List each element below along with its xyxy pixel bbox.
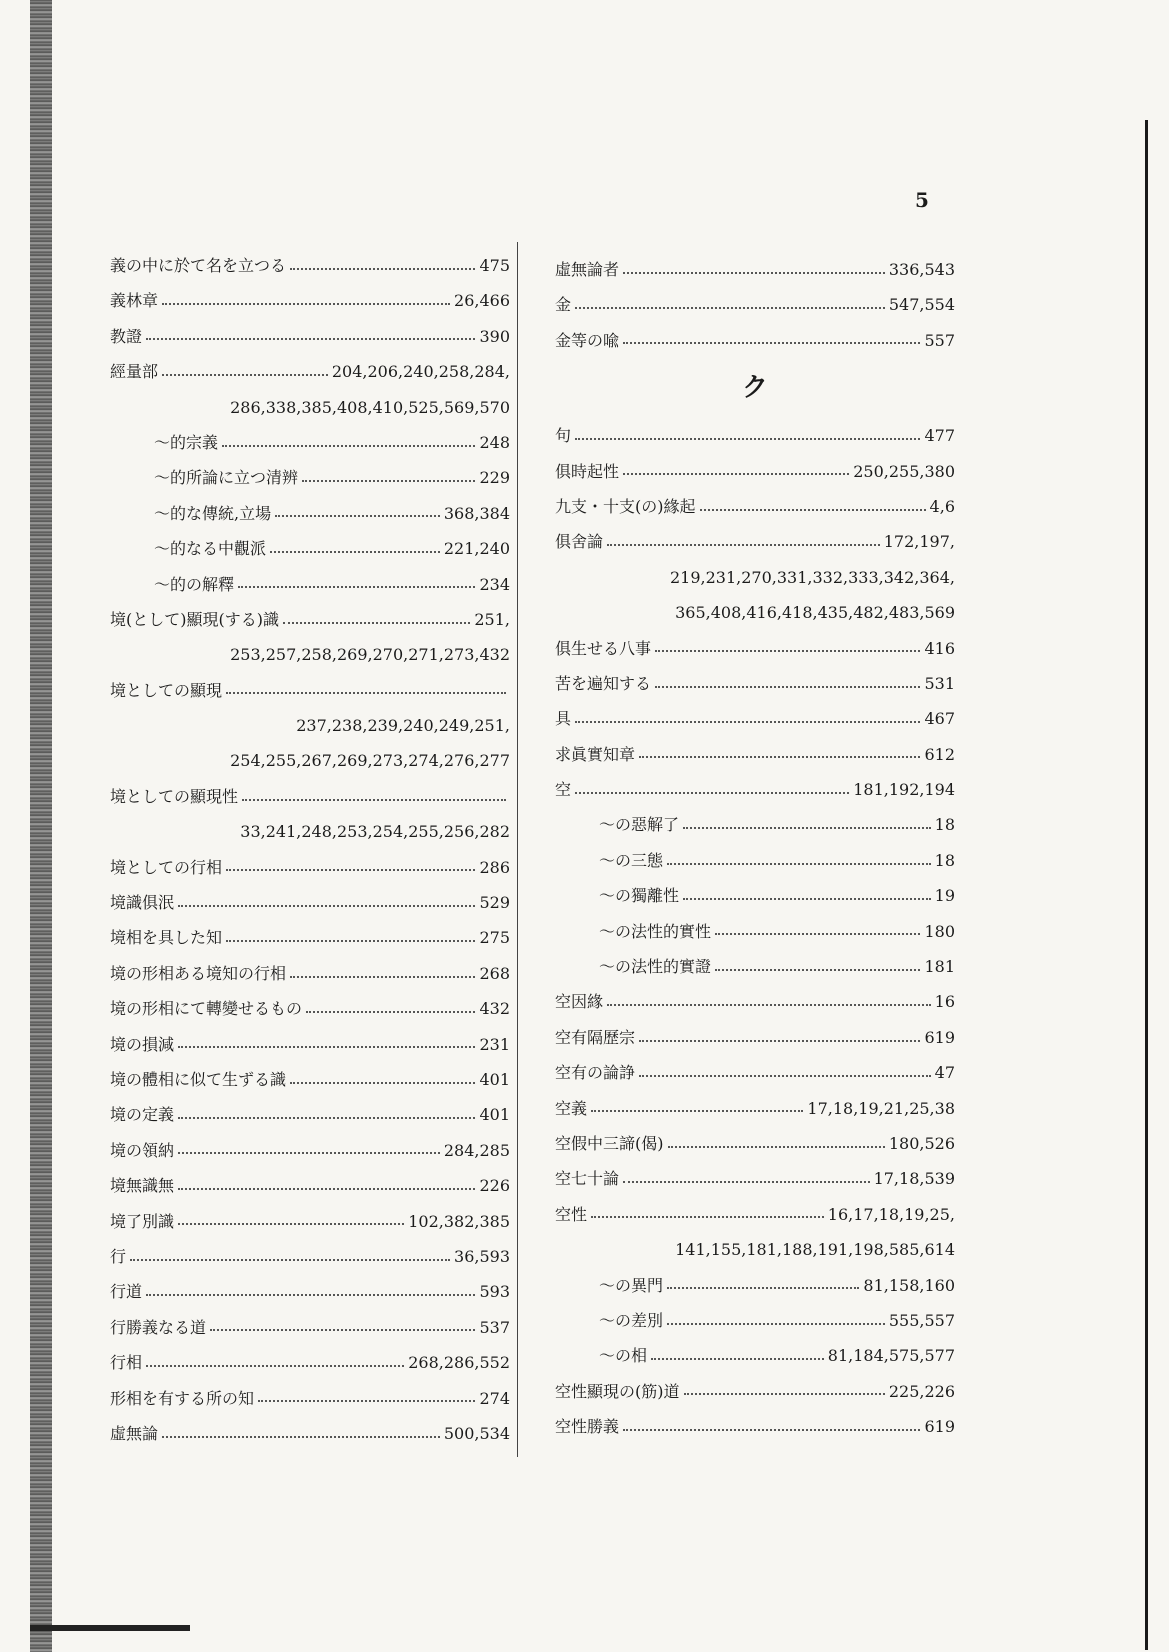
index-term: 空性: [555, 1204, 588, 1224]
index-entry: [555, 772, 955, 807]
index-term: 空七十論: [555, 1169, 620, 1189]
index-entry-continuation: [110, 637, 510, 672]
index-term: 境の體相に似て生ずる識: [110, 1069, 287, 1089]
index-term: 境としての行相: [110, 857, 223, 877]
index-entry: [555, 701, 955, 736]
page-refs: 36,593: [454, 1246, 510, 1266]
dot-leader: [290, 976, 475, 978]
page-refs: 416: [924, 638, 955, 658]
page-refs: 368,384: [443, 503, 510, 523]
page-refs: 284,285: [443, 1140, 510, 1160]
dot-leader: [283, 622, 470, 624]
page-refs: 286,338,385,408,410,525,569,570: [230, 397, 510, 417]
index-subentry: [110, 567, 510, 602]
page-refs: 231: [479, 1034, 510, 1054]
index-entry: [110, 1133, 510, 1168]
page-refs: 33,241,248,253,254,255,256,282: [240, 822, 510, 842]
index-entry: [110, 354, 510, 389]
index-entry: [110, 1239, 510, 1274]
index-term: 空因緣: [555, 992, 604, 1012]
index-entry: [555, 323, 955, 358]
index-entry: [555, 454, 955, 489]
index-entry: [555, 1055, 955, 1090]
index-term: 經量部: [110, 362, 159, 382]
page-refs: 336,543: [888, 260, 955, 279]
page-refs: 477: [924, 426, 955, 446]
index-subentry: [110, 425, 510, 460]
index-term: 境の形相ある境知の行相: [110, 963, 287, 983]
index-term: 行道: [110, 1282, 143, 1302]
dot-leader: [715, 969, 920, 971]
index-term: 義林章: [110, 291, 159, 311]
page-edge-line: [1145, 120, 1148, 1650]
index-entry: [555, 1197, 955, 1232]
page-refs: 221,240: [443, 539, 510, 559]
dot-leader: [575, 721, 920, 723]
dot-leader: [715, 933, 920, 935]
index-term: 行勝義なる道: [110, 1317, 207, 1337]
page-refs: 286: [479, 857, 510, 877]
index-subentry: [555, 843, 955, 878]
page-refs: 18: [934, 815, 955, 835]
index-term: 空有の論諍: [555, 1063, 636, 1083]
index-entry-continuation: [555, 595, 955, 630]
index-term: 〜の三態: [599, 850, 664, 870]
index-entry: [110, 1274, 510, 1309]
page-refs: 432: [479, 999, 510, 1019]
index-term: 〜的宗義: [154, 432, 219, 452]
index-term: 〜の差別: [599, 1310, 664, 1330]
dot-leader: [700, 509, 926, 511]
index-term: 虛無論者: [555, 260, 620, 279]
dot-leader: [226, 692, 506, 694]
index-term: 空假中三諦(偈): [555, 1133, 664, 1153]
dot-leader: [130, 1259, 450, 1261]
page-refs: 181,192,194: [853, 780, 955, 800]
page-refs: 19: [934, 886, 955, 906]
index-entry: [110, 283, 510, 318]
spine-base-shadow: [30, 1625, 190, 1631]
index-subentry: [555, 1338, 955, 1373]
page-refs: 537: [479, 1317, 510, 1337]
dot-leader: [178, 1152, 440, 1154]
dot-leader: [178, 905, 475, 907]
page-refs: 17,18,19,21,25,38: [807, 1098, 955, 1118]
dot-leader: [655, 686, 920, 688]
index-entry: [110, 1062, 510, 1097]
index-entry: [110, 1310, 510, 1345]
index-term: 境了別識: [110, 1211, 175, 1231]
index-subentry: [110, 460, 510, 495]
dot-leader: [623, 1429, 920, 1431]
page-refs: 16: [934, 992, 955, 1012]
page-refs: 81,158,160: [863, 1275, 955, 1295]
page-refs: 253,257,258,269,270,271,273,432: [230, 645, 510, 665]
index-term: 義の中に於て名を立つる: [110, 256, 287, 275]
dot-leader: [683, 827, 931, 829]
index-term: 〜的なる中觀派: [154, 539, 267, 559]
index-term: 金: [555, 295, 572, 315]
index-entry: [110, 991, 510, 1026]
index-term: 境無識無: [110, 1176, 175, 1196]
dot-leader: [591, 1110, 803, 1112]
page-refs: 619: [924, 1417, 955, 1437]
index-entry: [110, 1027, 510, 1062]
index-term: 行相: [110, 1353, 143, 1373]
dot-leader: [306, 1011, 475, 1013]
dot-leader: [178, 1188, 475, 1190]
dot-leader: [639, 1040, 920, 1042]
index-subentry: [555, 949, 955, 984]
dot-leader: [222, 445, 475, 447]
dot-leader: [258, 1400, 475, 1402]
index-entry: [555, 1020, 955, 1055]
column-divider: [517, 242, 518, 1457]
dot-leader: [575, 792, 849, 794]
dot-leader: [238, 586, 475, 588]
index-term: 境(として)顯現(する)識: [110, 609, 279, 629]
index-term: 空性勝義: [555, 1417, 620, 1437]
index-entry: [555, 1409, 955, 1444]
index-entry: [110, 1168, 510, 1203]
dot-leader: [575, 307, 885, 309]
index-term: 苦を遍知する: [555, 673, 652, 693]
dot-leader: [242, 799, 506, 801]
page-refs: 612: [924, 744, 955, 764]
index-term: 境相を具した知: [110, 928, 223, 948]
dot-leader: [623, 1181, 870, 1183]
index-term: 九支・十支(の)緣起: [555, 496, 696, 516]
dot-leader: [623, 473, 849, 475]
index-term: 空有隔歷宗: [555, 1027, 636, 1047]
index-column-right: [555, 252, 955, 1445]
index-column-left: [110, 248, 510, 1451]
index-entry-continuation: [110, 390, 510, 425]
index-entry: [110, 673, 510, 708]
index-term: 求眞實知章: [555, 744, 636, 764]
index-entry-continuation: [555, 560, 955, 595]
dot-leader: [607, 1004, 931, 1006]
index-term: 〜の惡解了: [599, 815, 680, 835]
index-entry: [555, 252, 955, 287]
index-entry: [555, 524, 955, 559]
page-number: 5: [915, 188, 929, 212]
page-refs: 365,408,416,418,435,482,483,569: [675, 603, 955, 623]
page-refs: 237,238,239,240,249,251,: [296, 716, 510, 736]
page-refs: 401: [479, 1069, 510, 1089]
index-entry: [110, 956, 510, 991]
index-term: 〜の法性的實證: [599, 957, 712, 977]
index-term: 〜の獨離性: [599, 886, 680, 906]
dot-leader: [210, 1329, 475, 1331]
page-refs: 4,6: [929, 496, 955, 516]
index-entry: [555, 1126, 955, 1161]
index-entry-continuation: [110, 814, 510, 849]
index-entry-continuation: [110, 708, 510, 743]
index-term: 虛無論: [110, 1423, 159, 1443]
page-refs: 229: [479, 468, 510, 488]
page-refs: 180: [924, 921, 955, 941]
page-refs: 181: [924, 957, 955, 977]
index-entry: [555, 1091, 955, 1126]
dot-leader: [623, 272, 885, 274]
index-term: 境としての顯現性: [110, 786, 239, 806]
index-term: 境としての顯現: [110, 680, 223, 700]
index-term: 形相を有する所の知: [110, 1388, 255, 1408]
index-entry: [110, 1204, 510, 1239]
dot-leader: [178, 1046, 475, 1048]
page-refs: 500,534: [443, 1423, 510, 1443]
page-refs: 547,554: [888, 295, 955, 315]
dot-leader: [651, 1358, 824, 1360]
page-refs: 204,206,240,258,284,: [331, 362, 510, 382]
page-refs: 531: [924, 673, 955, 693]
page-refs: 401: [479, 1105, 510, 1125]
index-entry: [110, 920, 510, 955]
page-refs: 234: [479, 574, 510, 594]
dot-leader: [591, 1216, 824, 1218]
dot-leader: [684, 1393, 885, 1395]
dot-leader: [655, 650, 920, 652]
index-term: 俱生せる八事: [555, 638, 652, 658]
page-refs: 226: [479, 1176, 510, 1196]
index-term: 境の領納: [110, 1140, 175, 1160]
page-refs: 467: [924, 709, 955, 729]
index-subentry: [555, 1303, 955, 1338]
index-term: 〜的な傳統,立場: [154, 503, 272, 523]
book-spine-shadow: [30, 0, 52, 1652]
page-refs: 390: [479, 326, 510, 346]
index-subentry: [555, 1268, 955, 1303]
index-term: 空性顯現の(筋)道: [555, 1381, 680, 1401]
index-term: 境の形相にて轉變せるもの: [110, 999, 303, 1019]
page-refs: 268: [479, 963, 510, 983]
index-term: 空: [555, 780, 572, 800]
page-refs: 180,526: [888, 1133, 955, 1153]
dot-leader: [162, 1436, 440, 1438]
dot-leader: [226, 940, 475, 942]
page-refs: 81,184,575,577: [827, 1346, 955, 1366]
index-term: 空義: [555, 1098, 588, 1118]
index-entry: [555, 1161, 955, 1196]
dot-leader: [683, 898, 931, 900]
index-entry: [555, 489, 955, 524]
index-subentry: [555, 914, 955, 949]
index-subentry: [555, 878, 955, 913]
page-refs: 475: [479, 256, 510, 275]
section-heading: ク: [741, 373, 768, 404]
dot-leader: [275, 515, 440, 517]
index-entry: [555, 984, 955, 1019]
index-entry: [110, 1345, 510, 1380]
page-refs: 557: [924, 330, 955, 350]
page-refs: 172,197,: [883, 532, 955, 552]
page-refs: 254,255,267,269,273,274,276,277: [230, 751, 510, 771]
page-refs: 26,466: [454, 291, 510, 311]
index-term: 境識俱泯: [110, 893, 175, 913]
index-entry: [110, 319, 510, 354]
index-entry: [555, 287, 955, 322]
page-refs: 248: [479, 432, 510, 452]
index-entry: [110, 1416, 510, 1451]
page-refs: 555,557: [888, 1310, 955, 1330]
dot-leader: [178, 1223, 404, 1225]
page-refs: 102,382,385: [408, 1211, 510, 1231]
page-refs: 219,231,270,331,332,333,342,364,: [670, 567, 955, 587]
index-term: 境の定義: [110, 1105, 175, 1125]
page-refs: 251,: [474, 609, 510, 629]
index-term: 俱舍論: [555, 532, 604, 552]
page-refs: 275: [479, 928, 510, 948]
dot-leader: [162, 374, 328, 376]
dot-leader: [668, 1146, 885, 1148]
page-refs: 619: [924, 1027, 955, 1047]
page-refs: 529: [479, 893, 510, 913]
dot-leader: [146, 338, 475, 340]
dot-leader: [667, 1323, 885, 1325]
page-refs: 16,17,18,19,25,: [827, 1204, 955, 1224]
index-term: 〜的の解釋: [154, 574, 235, 594]
dot-leader: [290, 268, 475, 270]
dot-leader: [575, 438, 920, 440]
index-entry: [555, 418, 955, 453]
dot-leader: [639, 1075, 931, 1077]
index-entry: [110, 248, 510, 283]
index-subentry: [110, 496, 510, 531]
page-refs: 18: [934, 850, 955, 870]
dot-leader: [302, 480, 475, 482]
page-refs: 593: [479, 1282, 510, 1302]
index-term: 具: [555, 709, 572, 729]
index-term: 〜の相: [599, 1346, 648, 1366]
index-subentry: [555, 807, 955, 842]
index-entry: [110, 1381, 510, 1416]
dot-leader: [290, 1082, 475, 1084]
page-refs: 250,255,380: [853, 461, 955, 481]
dot-leader: [623, 342, 920, 344]
index-term: 行: [110, 1246, 127, 1266]
dot-leader: [146, 1365, 404, 1367]
page-refs: 274: [479, 1388, 510, 1408]
index-term: 〜の法性的實性: [599, 921, 712, 941]
index-subentry: [110, 531, 510, 566]
dot-leader: [639, 756, 920, 758]
index-entry-continuation: [110, 743, 510, 778]
index-term: 〜的所論に立つ清辨: [154, 468, 299, 488]
index-entry: [555, 631, 955, 666]
page-refs: 17,18,539: [873, 1169, 955, 1189]
index-entry: [110, 602, 510, 637]
page-refs: 141,155,181,188,191,198,585,614: [675, 1240, 955, 1260]
index-term: 〜の異門: [599, 1275, 664, 1295]
index-term: 俱時起性: [555, 461, 620, 481]
index-entry: [555, 737, 955, 772]
dot-leader: [607, 544, 880, 546]
index-term: 金等の喩: [555, 330, 620, 350]
dot-leader: [667, 1287, 859, 1289]
page-refs: 268,286,552: [408, 1353, 510, 1373]
dot-leader: [146, 1294, 475, 1296]
dot-leader: [270, 551, 440, 553]
index-entry: [110, 1097, 510, 1132]
dot-leader: [226, 869, 475, 871]
dot-leader: [667, 863, 931, 865]
page-refs: 47: [934, 1063, 955, 1083]
index-entry: [110, 779, 510, 814]
index-entry-continuation: [555, 1232, 955, 1267]
index-entry: [110, 885, 510, 920]
dot-leader: [178, 1117, 475, 1119]
page-refs: 225,226: [888, 1381, 955, 1401]
index-entry: [555, 666, 955, 701]
index-term: 教證: [110, 326, 143, 346]
index-term: 境の損減: [110, 1034, 175, 1054]
index-term: 句: [555, 426, 572, 446]
index-entry: [110, 850, 510, 885]
dot-leader: [162, 303, 450, 305]
index-entry: [555, 1374, 955, 1409]
